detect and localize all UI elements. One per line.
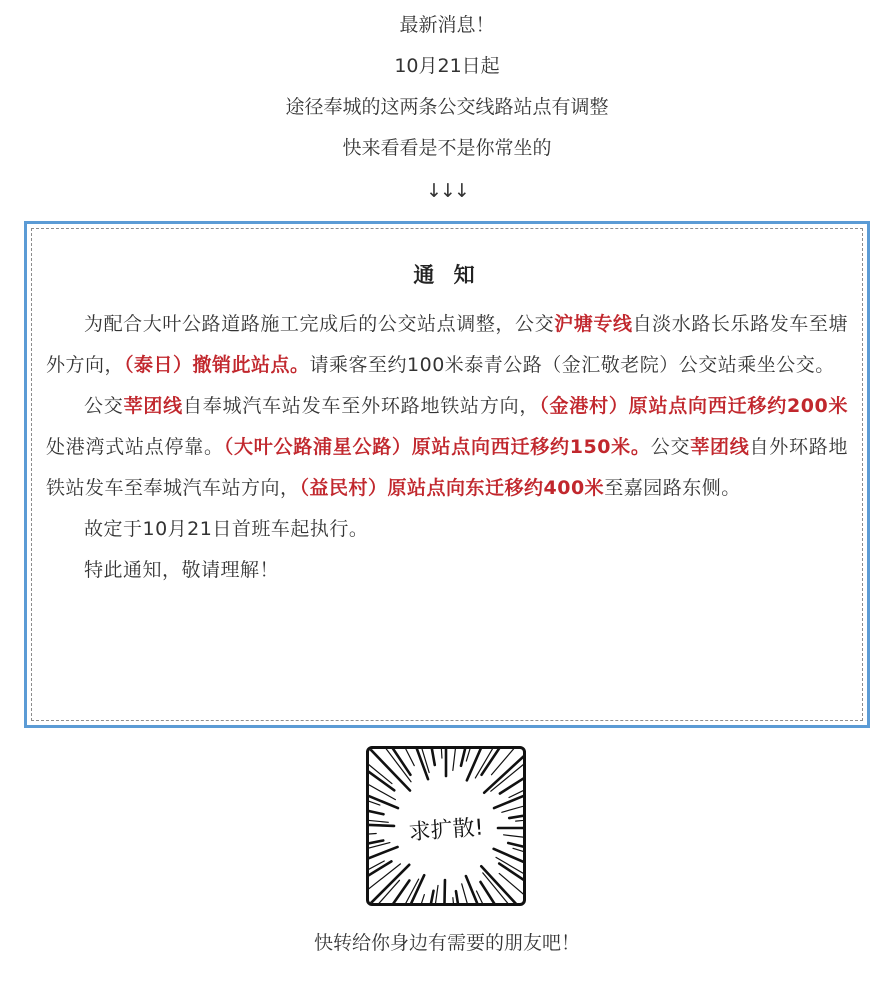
notice-highlight: （泰日）撤销此站点。 (124, 354, 310, 376)
notice-title: 通 知 (413, 263, 481, 287)
notice-text: 公交 (84, 395, 124, 417)
notice-text: 请乘客至约100米泰青公路（金汇敬老院）公交站乘坐公交。 (309, 354, 835, 376)
notice-text: 为配合大叶公路道路施工完成后的公交站点调整，公交 (84, 313, 555, 335)
notice-body (46, 304, 848, 591)
notice-paragraph-2 (46, 386, 848, 509)
intro-prompt: 快来看看是不是你常坐的 (342, 137, 552, 159)
notice-paragraph-3: 故定于10月21日首班车起执行。 (84, 518, 369, 540)
notice-text: 自奉城汽车站发车至外环路地铁站方向， (182, 395, 540, 417)
notice-paragraph-4: 特此通知，敬请理解！ (84, 559, 280, 581)
notice-box (24, 221, 870, 728)
intro-description: 途径奉城的这两条公交线路站点有调整 (285, 96, 609, 118)
notice-text: 自外环路地铁站发车至奉城汽车站方向， (46, 436, 848, 499)
notice-text: 处港湾式站点停靠。 (46, 436, 224, 458)
notice-inner-border (31, 228, 863, 721)
notice-text: 公交 (650, 436, 691, 458)
notice-highlight: （大叶公路浦星公路）原站点向西迁移约150米。 (223, 436, 651, 458)
down-arrows-icon: ↓↓↓ (426, 180, 468, 202)
notice-highlight: （益民村）原站点向东迁移约400米 (299, 477, 605, 499)
route-name-xintuan: 莘团线 (690, 436, 750, 458)
burst-lines-icon (369, 749, 523, 903)
notice-highlight: （金港村）原站点向西迁移约200米 (539, 395, 848, 417)
intro-date: 10月21日起 (394, 55, 500, 77)
badge-text: 求扩散! (407, 815, 485, 846)
notice-paragraph-1 (46, 304, 848, 386)
route-name-hutang: 沪塘专线 (554, 313, 633, 335)
footer-share-prompt: 快转给你身边有需要的朋友吧！ (313, 932, 580, 954)
notice-text: 自淡水路长乐路发车至塘外方向， (46, 313, 848, 376)
spread-the-word-badge (366, 746, 526, 906)
intro-headline: 最新消息！ (399, 14, 495, 36)
route-name-xintuan: 莘团线 (123, 395, 183, 417)
notice-text: 至嘉园路东侧。 (604, 477, 741, 499)
